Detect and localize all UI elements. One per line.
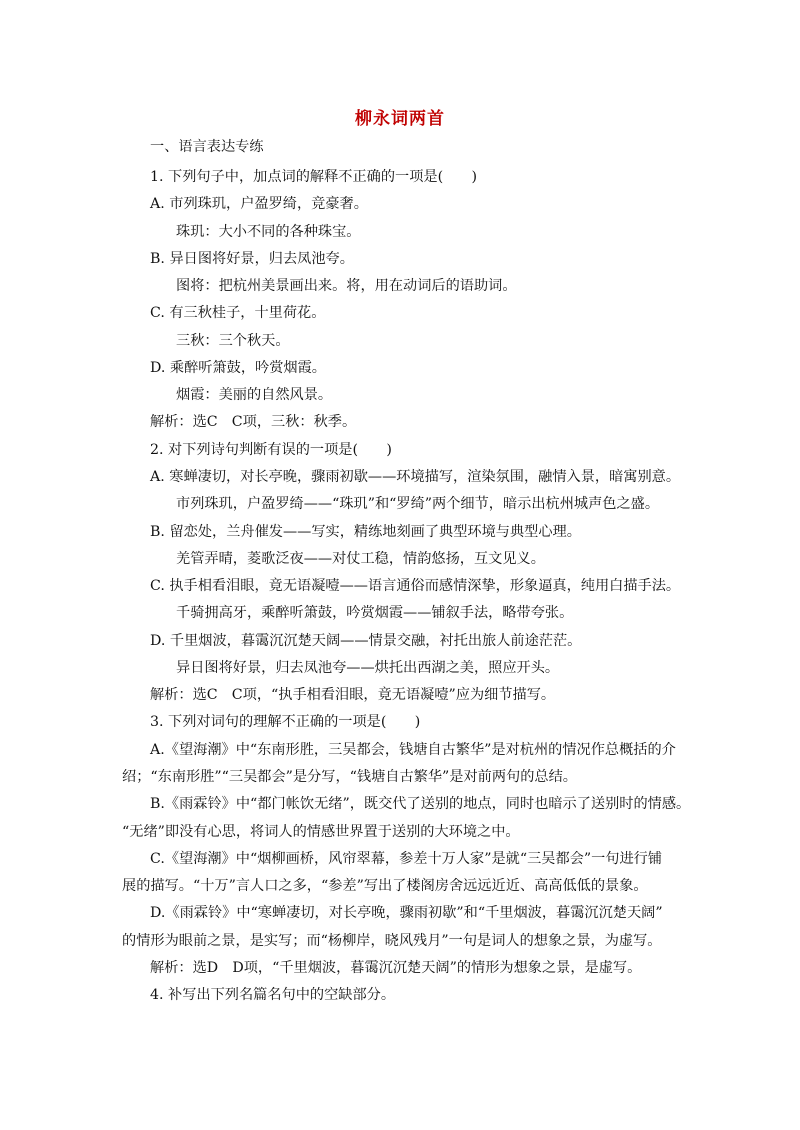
text-line: C. 有三秋桂子，十里荷花。 <box>150 305 326 321</box>
text-line: 展的描写。“十万”言人口之多，“参差”写出了楼阁房舍远远近近、高高低低的景象。 <box>122 878 648 894</box>
text-line: D. 乘醉听箫鼓，吟赏烟霞。 <box>150 360 326 376</box>
text-line: D.《雨霖铃》中“寒蝉凄切，对长亭晚，骤雨初歇”和“千里烟波，暮霭沉沉楚天阔” <box>150 905 663 921</box>
text-line: A. 市列珠玑，户盈罗绮，竞豪奢。 <box>150 196 368 212</box>
text-line: 图将：把杭州美景画出来。将，用在动词后的语助词。 <box>176 278 517 294</box>
text-line: C. 执手相看泪眼，竟无语凝噎——语言通俗而感情深挚，形象逼真，纯用白描手法。 <box>150 578 681 594</box>
text-line: 珠玑：大小不同的各种珠宝。 <box>176 224 361 240</box>
text-line: C.《望海潮》中“烟柳画桥，风帘翠幕，参差十万人家”是就“三吴都会”一句进行铺 <box>150 851 663 867</box>
text-line: 4. 补写出下列名篇名句中的空缺部分。 <box>150 987 396 1003</box>
text-line: 解析：选C C项，三秋：秋季。 <box>150 414 357 430</box>
text-line: D. 千里烟波，暮霭沉沉楚天阔——情景交融，衬托出旅人前途茫茫。 <box>150 633 582 649</box>
page-title: 柳永词两首 <box>355 109 445 129</box>
text-line: 羌管弄晴，菱歌泛夜——对仗工稳，情韵悠扬，互文见义。 <box>176 551 545 567</box>
text-line: 3. 下列对词句的理解不正确的一项是( ) <box>150 714 421 730</box>
text-line: 异日图将好景，归去凤池夸——烘托出西湖之美，照应开头。 <box>176 660 560 676</box>
text-line: B. 异日图将好景，归去凤池夸。 <box>150 251 354 267</box>
text-line: 解析：选D D项，“千里烟波，暮霭沉沉楚天阔”的情形为想象之景，是虚写。 <box>150 960 642 976</box>
text-line: 市列珠玑，户盈罗绮——“珠玑”和“罗绮”两个细节，暗示出杭州城声色之盛。 <box>176 496 660 512</box>
text-line: B.《雨霖铃》中“都门帐饮无绪”，既交代了送别的地点，同时也暗示了送别时的情感。 <box>150 796 691 812</box>
section-heading: 一、语言表达专练 <box>150 139 264 155</box>
text-line: 的情形为眼前之景，是实写；而“杨柳岸，晓风残月”一句是词人的想象之景，为虚写。 <box>122 933 662 949</box>
text-line: 千骑拥高牙，乘醉听箫鼓，吟赏烟霞——铺叙手法，略带夸张。 <box>176 605 574 621</box>
text-line: 1. 下列句子中，加点词的解释不正确的一项是( ) <box>150 169 478 185</box>
text-line: 绍；“东南形胜”“三吴都会”是分写，“钱塘自古繁华”是对前两句的总结。 <box>122 769 577 785</box>
text-line: “无绪”即没有心思，将词人的情感世界置于送别的大环境之中。 <box>122 824 520 840</box>
text-line: 解析：选C C项，“执手相看泪眼，竟无语凝噎”应为细节描写。 <box>150 687 556 703</box>
text-line: 2. 对下列诗句判断有误的一项是( ) <box>150 442 392 458</box>
text-line: A.《望海潮》中“东南形胜，三吴都会，钱塘自古繁华”是对杭州的情况作总概括的介 <box>150 742 676 758</box>
text-line: B. 留恋处，兰舟催发——写实，精练地刻画了典型环境与典型心理。 <box>150 524 581 540</box>
text-line: 烟霞：美丽的自然风景。 <box>176 387 333 403</box>
text-line: A. 寒蝉凄切，对长亭晚，骤雨初歇——环境描写，渲染氛围，融情入景，暗寓别意。 <box>150 469 681 485</box>
text-line: 三秋：三个秋天。 <box>176 333 290 349</box>
